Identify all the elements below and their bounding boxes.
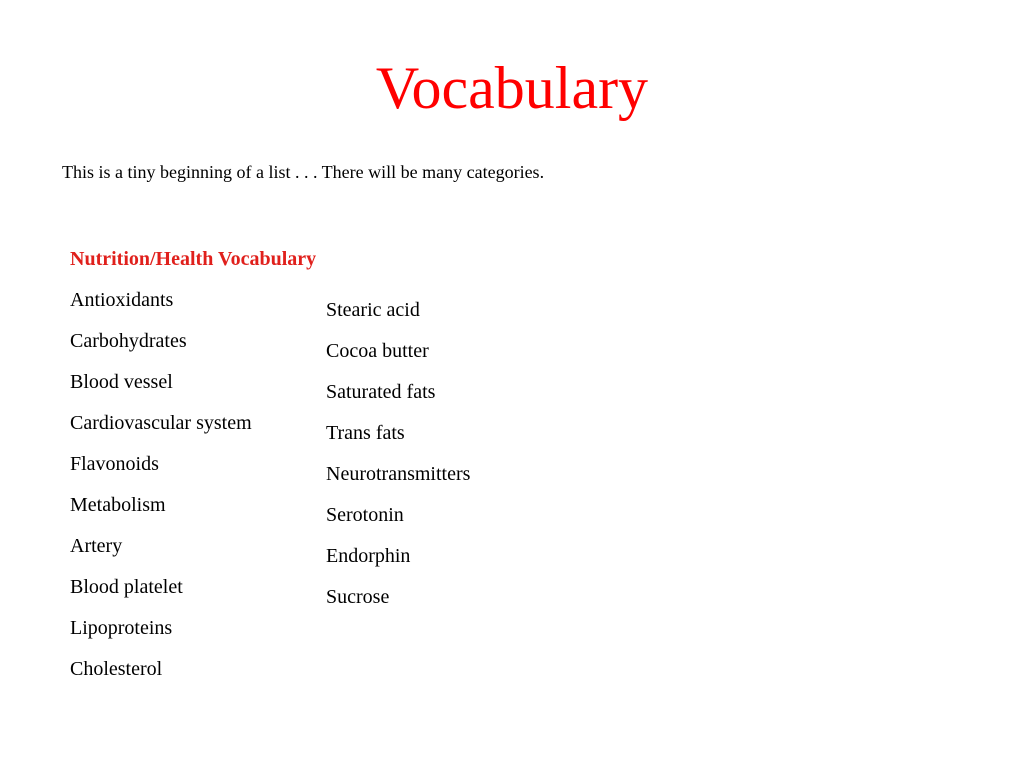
list-item: Carbohydrates: [70, 330, 187, 352]
intro-text: This is a tiny beginning of a list . . . There will be many categories.: [62, 162, 545, 182]
right-term-list: [326, 297, 470, 625]
list-item: Neurotransmitters: [326, 463, 471, 485]
section-heading: Nutrition/Health Vocabulary: [70, 248, 317, 270]
list-item: Trans fats: [326, 422, 405, 444]
left-term-list: [70, 287, 252, 697]
list-item: Cocoa butter: [326, 340, 429, 362]
list-item: Serotonin: [326, 504, 404, 526]
list-item: Cardiovascular system: [70, 412, 252, 434]
list-item: Sucrose: [326, 586, 390, 608]
list-item: Lipoproteins: [70, 617, 173, 639]
list-item: Blood vessel: [70, 371, 173, 393]
list-item: Antioxidants: [70, 289, 174, 311]
list-item: Blood platelet: [70, 576, 183, 598]
list-item: Metabolism: [70, 494, 166, 516]
list-item: Saturated fats: [326, 381, 436, 403]
list-item: Artery: [70, 535, 123, 557]
list-item: Endorphin: [326, 545, 411, 567]
list-item: Flavonoids: [70, 453, 159, 475]
slide-title: Vocabulary: [375, 55, 649, 121]
list-item: Cholesterol: [70, 658, 163, 680]
list-item: Stearic acid: [326, 299, 420, 321]
